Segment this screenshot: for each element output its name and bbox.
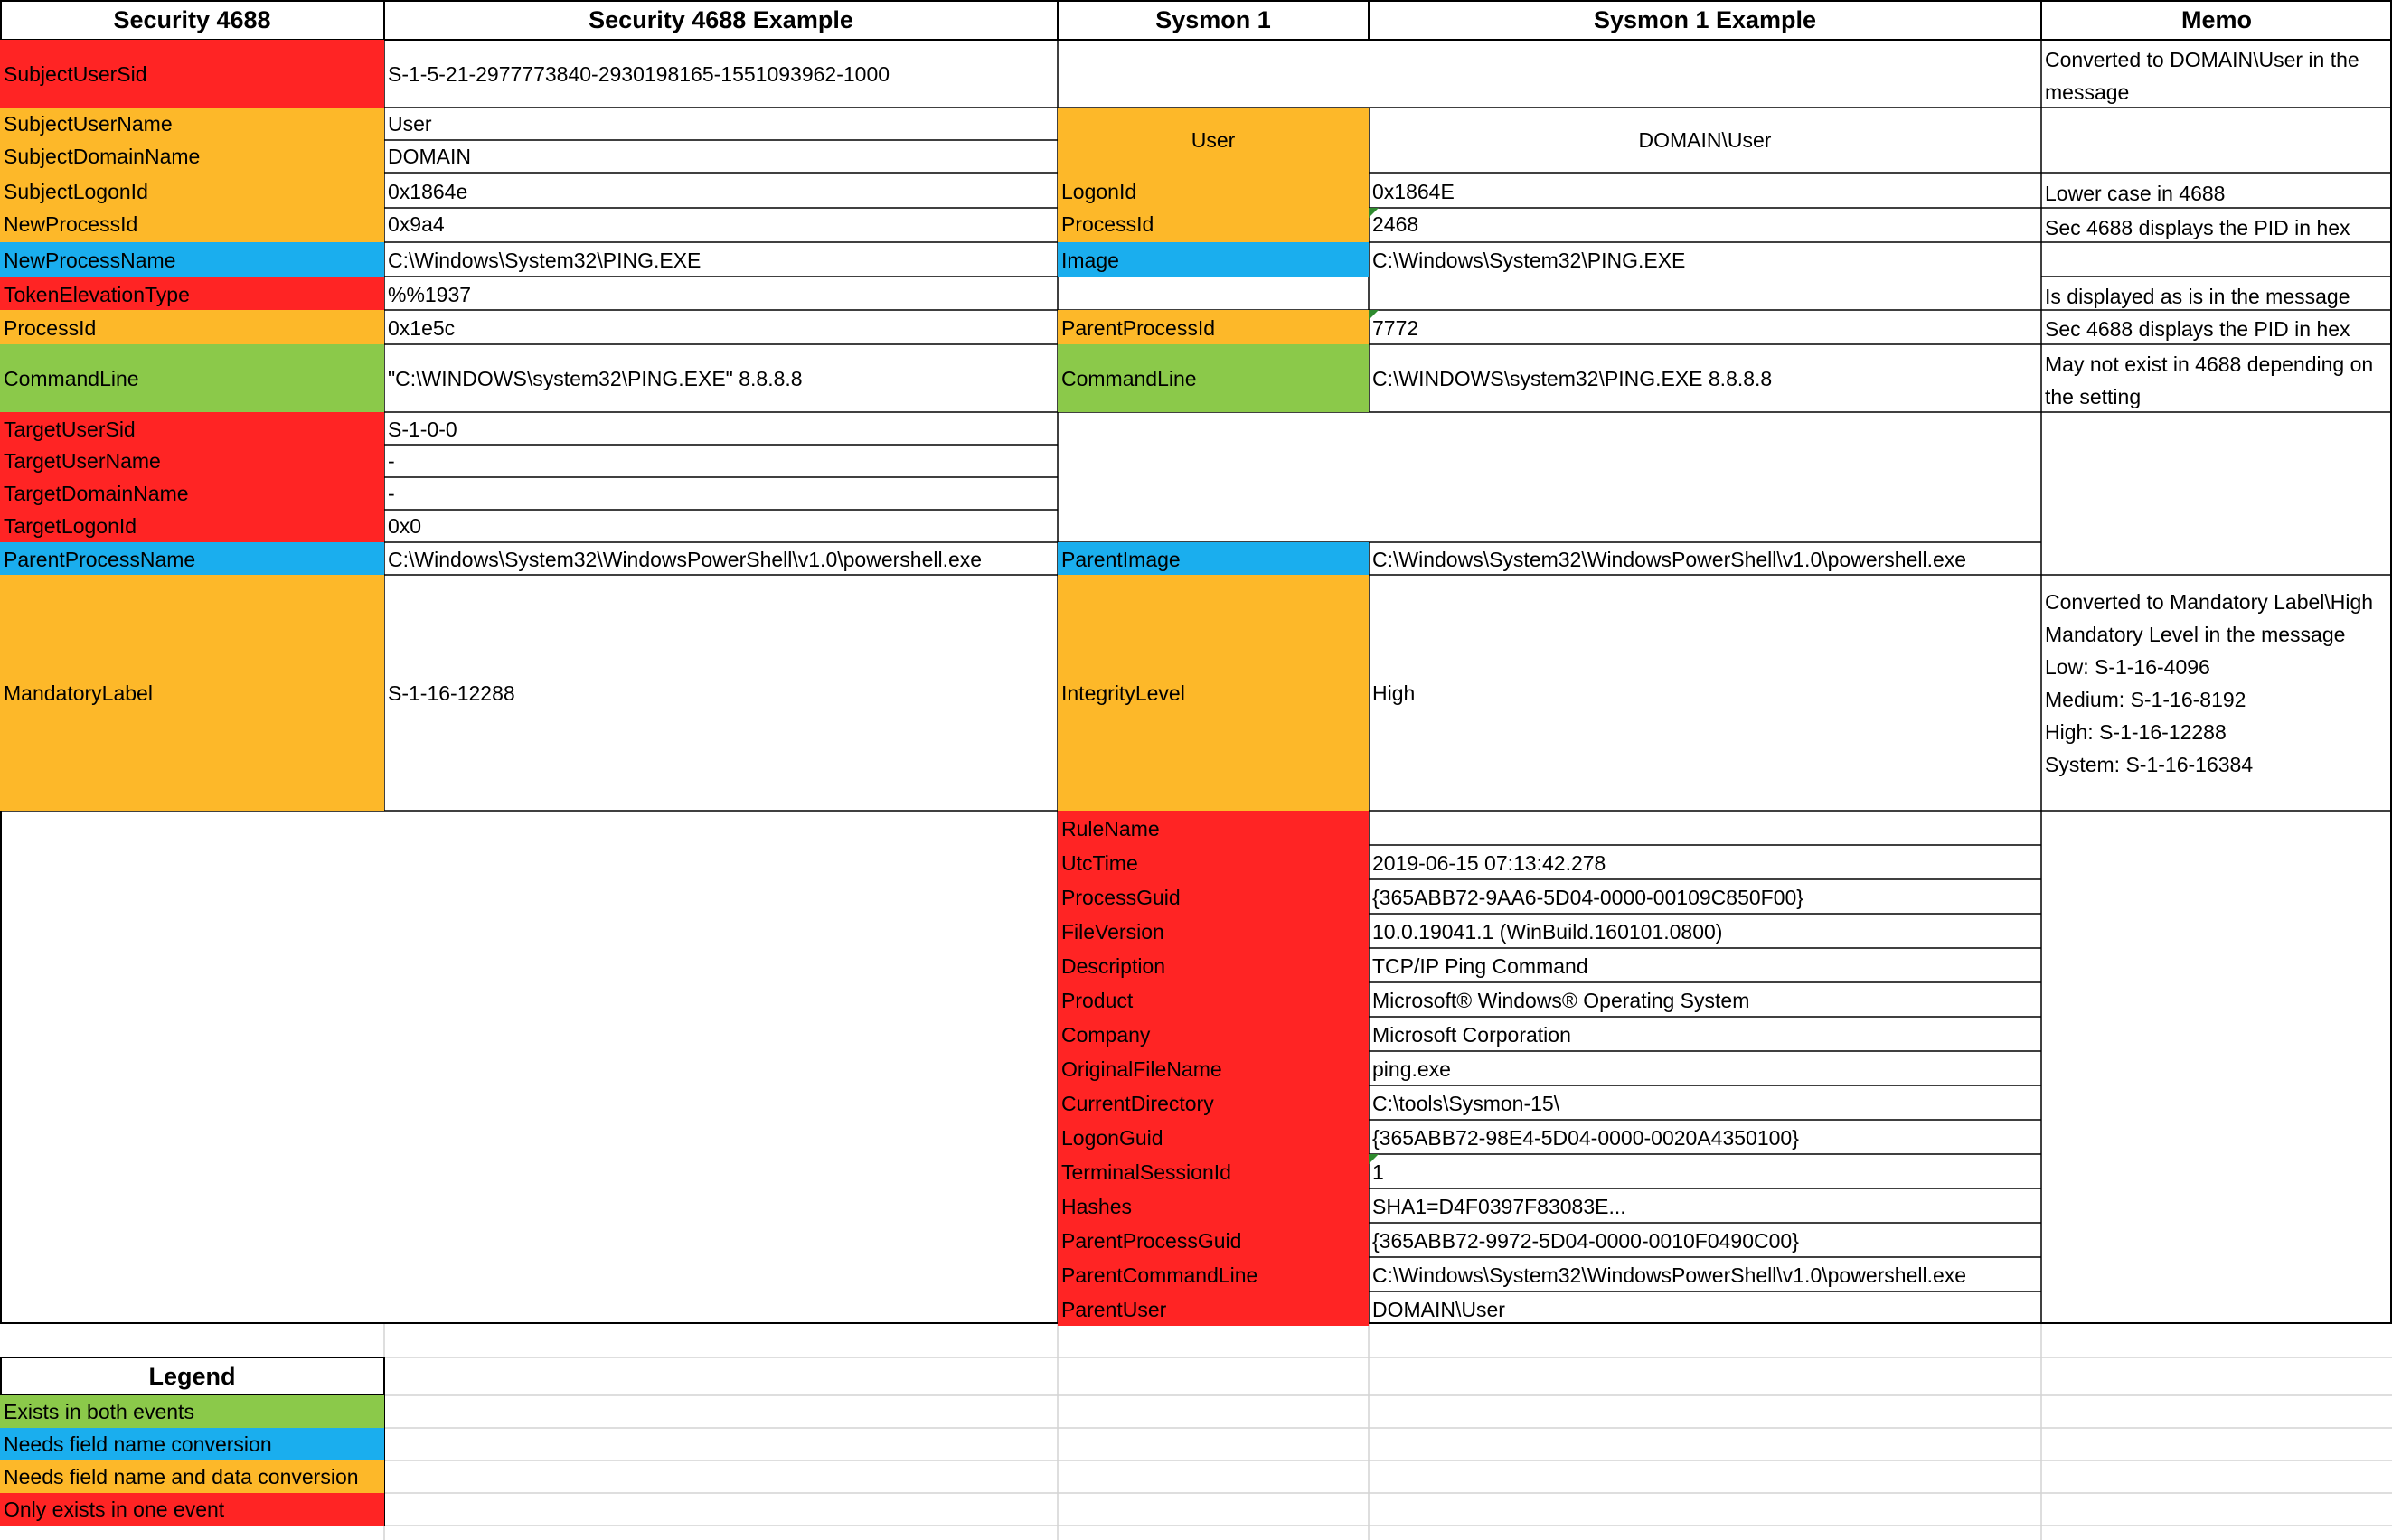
sys-field-utctime[interactable]: UtcTime (1058, 845, 1369, 879)
field-value: S-1-5-21-2977773840-2930198165-1551093962-1000 (388, 61, 890, 86)
sys-value-logonid[interactable]: 0x1864E (1372, 180, 1455, 203)
sys-field-parentprocessguid[interactable]: ParentProcessGuid (1058, 1223, 1369, 1257)
sys-value-logonguid[interactable]: {365ABB72-98E4-5D04-0000-0020A4350100} (1372, 1126, 1799, 1150)
sys-value-parentimage[interactable]: C:\Windows\System32\WindowsPowerShell\v1.0\powershell.exe (1372, 548, 1967, 571)
sys-value-product[interactable]: Microsoft® Windows® Operating System (1372, 989, 1750, 1012)
sys-field-integritylevel[interactable] (1058, 575, 1369, 811)
comment-marker-icon (1369, 310, 1379, 320)
memo-tokenelevationtype[interactable]: Is displayed as is in the message (2045, 285, 2350, 308)
field-label: IntegrityLevel (1061, 681, 1185, 705)
sys-field-parentuser[interactable]: ParentUser (1058, 1291, 1369, 1326)
field-value: S-1-16-12288 (388, 681, 515, 705)
field-value: 7772 (1372, 316, 1419, 340)
sec-field-targetusersid[interactable]: TargetUserSid (0, 412, 384, 445)
sec-field-subjectdomainname[interactable]: SubjectDomainName (0, 140, 384, 173)
sec-value-tokenelevationtype[interactable]: %%1937 (388, 283, 472, 306)
sys-field-logonguid[interactable]: LogonGuid (1058, 1120, 1369, 1154)
sec-value-newprocessid[interactable]: 0x9a4 (388, 212, 445, 236)
field-value: 1 (1372, 1160, 1384, 1184)
memo-parentprocessid[interactable]: Sec 4688 displays the PID in hex (2045, 317, 2350, 341)
sec-value-newprocessname[interactable]: C:\Windows\System32\PING.EXE (388, 249, 702, 272)
sys-field-fileversion[interactable]: FileVersion (1058, 914, 1369, 948)
legend-item-one-event[interactable]: Only exists in one event (0, 1493, 384, 1526)
sys-field-hashes[interactable]: Hashes (1058, 1188, 1369, 1223)
sys-value-originalfilename[interactable]: ping.exe (1372, 1057, 1451, 1081)
sec-field-newprocessname[interactable]: NewProcessName (0, 242, 384, 277)
sys-value-parentprocessguid[interactable]: {365ABB72-9972-5D04-0000-0010F0490C00} (1372, 1229, 1799, 1253)
memo-commandline[interactable]: May not exist in 4688 depending on the setting (2045, 352, 2374, 408)
header-security-4688[interactable]: Security 4688 (113, 6, 271, 33)
sec-value-parentprocessname[interactable]: C:\Windows\System32\WindowsPowerShell\v1.0\powershell.exe (388, 548, 983, 571)
memo-line: Converted to Mandatory Label\High Mandatory Level in the message (2045, 590, 2374, 646)
field-value: C:\WINDOWS\system32\PING.EXE 8.8.8.8 (1372, 366, 1773, 390)
sec-field-newprocessid[interactable]: NewProcessId (0, 208, 384, 242)
memo-line: System: S-1-16-16384 (2045, 753, 2254, 776)
legend-item-name-conversion[interactable]: Needs field name conversion (0, 1428, 384, 1460)
sys-field-description[interactable]: Description (1058, 948, 1369, 982)
sys-field-currentdirectory[interactable]: CurrentDirectory (1058, 1085, 1369, 1120)
sec-field-targetlogonid[interactable]: TargetLogonId (0, 510, 384, 542)
field-value: High (1372, 681, 1416, 705)
sec-field-targetdomainname[interactable]: TargetDomainName (0, 477, 384, 510)
legend-item-both[interactable]: Exists in both events (0, 1395, 384, 1428)
sys-field-parentcommandline[interactable]: ParentCommandLine (1058, 1257, 1369, 1291)
sec-value-targetusersid[interactable]: S-1-0-0 (388, 418, 457, 441)
sys-value-processid[interactable] (1369, 208, 2041, 242)
sec-field-parentprocessname[interactable]: ParentProcessName (0, 542, 384, 575)
header-security-4688-example[interactable]: Security 4688 Example (589, 6, 853, 33)
sec-value-commandline[interactable] (384, 344, 1058, 412)
sec-field-targetusername[interactable]: TargetUserName (0, 445, 384, 477)
sys-field-user[interactable] (1058, 108, 1369, 173)
header-sysmon-1[interactable]: Sysmon 1 (1155, 6, 1271, 33)
comment-marker-icon (1369, 208, 1379, 218)
sys-value-rulename[interactable] (1369, 811, 2041, 845)
sys-field-parentimage[interactable]: ParentImage (1058, 542, 1369, 575)
sec-value-targetdomainname[interactable]: - (388, 482, 395, 505)
sec-value-targetusername[interactable]: - (388, 449, 395, 473)
sec-value-subjectlogonid[interactable]: 0x1864e (388, 180, 468, 203)
sec-field-tokenelevationtype[interactable]: TokenElevationType (0, 277, 384, 310)
field-label: CommandLine (1061, 366, 1197, 390)
sys-field-processguid[interactable]: ProcessGuid (1058, 879, 1369, 914)
memo-line: High: S-1-16-12288 (2045, 720, 2227, 744)
field-label: CommandLine (4, 366, 139, 390)
sys-field-commandline[interactable] (1058, 344, 1369, 412)
sys-value-image[interactable]: C:\Windows\System32\PING.EXE (1372, 249, 1686, 272)
field-value: 2468 (1372, 212, 1419, 236)
memo-logonid[interactable]: Lower case in 4688 (2045, 182, 2226, 205)
sys-value-company[interactable]: Microsoft Corporation (1372, 1023, 1571, 1047)
sys-value-user[interactable] (1369, 108, 2041, 173)
sec-value-mandatorylabel[interactable] (384, 575, 1058, 811)
sys-value-processguid[interactable]: {365ABB72-9AA6-5D04-0000-00109C850F00} (1372, 886, 1803, 909)
legend-title[interactable]: Legend (148, 1363, 236, 1390)
header-sysmon-1-example[interactable]: Sysmon 1 Example (1593, 6, 1817, 33)
comment-marker-icon (1369, 1154, 1379, 1164)
memo-processid[interactable]: Sec 4688 displays the PID in hex (2045, 216, 2350, 239)
field-label: SubjectUserSid (4, 61, 147, 86)
sys-field-logonid[interactable]: LogonId (1058, 173, 1369, 208)
memo-integritylevel[interactable] (2041, 575, 2392, 811)
sec-field-commandline[interactable] (0, 344, 384, 412)
sys-field-parentprocessid[interactable]: ParentProcessId (1058, 310, 1369, 344)
sec-field-subjectusername[interactable]: SubjectUserName (0, 108, 384, 140)
field-value: DOMAIN\User (1638, 128, 1772, 152)
field-label: User (1191, 128, 1236, 152)
sys-field-image[interactable]: Image (1058, 242, 1369, 277)
sys-value-integritylevel[interactable] (1369, 575, 2041, 811)
sys-field-originalfilename[interactable]: OriginalFileName (1058, 1051, 1369, 1085)
sys-value-description[interactable]: TCP/IP Ping Command (1372, 954, 1588, 978)
field-label: MandatoryLabel (4, 681, 153, 705)
sec-field-processid[interactable]: ProcessId (0, 310, 384, 344)
legend-item-name-data-conversion[interactable]: Needs field name and data conversion (0, 1460, 384, 1493)
sys-value-hashes[interactable]: SHA1=D4F0397F83083E... (1372, 1195, 1626, 1218)
sec-field-mandatorylabel[interactable] (0, 575, 384, 811)
sec-field-subjectusersid[interactable] (0, 40, 384, 108)
sys-field-product[interactable]: Product (1058, 982, 1369, 1017)
sys-value-currentdirectory[interactable]: C:\tools\Sysmon-15\ (1372, 1092, 1560, 1115)
memo-subjectusersid[interactable]: Converted to DOMAIN\User in the message (2045, 48, 2359, 104)
sys-field-terminalsessionid[interactable]: TerminalSessionId (1058, 1154, 1369, 1188)
sec-field-subjectlogonid[interactable]: SubjectLogonId (0, 173, 384, 208)
field-value: "C:\WINDOWS\system32\PING.EXE" 8.8.8.8 (388, 366, 803, 390)
memo-line: Medium: S-1-16-8192 (2045, 688, 2246, 711)
sec-value-targetlogonid[interactable]: 0x0 (388, 514, 422, 538)
sec-value-processid[interactable]: 0x1e5c (388, 316, 456, 340)
sys-value-fileversion[interactable]: 10.0.19041.1 (WinBuild.160101.0800) (1372, 920, 1723, 944)
sys-field-processid[interactable]: ProcessId (1058, 208, 1369, 242)
sys-value-parentcommandline[interactable]: C:\Windows\System32\WindowsPowerShell\v1.0\powershell.exe (1372, 1263, 1967, 1287)
memo-line: Low: S-1-16-4096 (2045, 655, 2210, 679)
sys-value-commandline[interactable] (1369, 344, 2041, 412)
sys-field-rulename[interactable]: RuleName (1058, 811, 1369, 845)
sys-value-terminalsessionid[interactable] (1369, 1154, 2041, 1188)
header-memo[interactable]: Memo (2180, 6, 2252, 33)
sys-value-utctime[interactable]: 2019-06-15 07:13:42.278 (1372, 851, 1606, 875)
sec-value-subjectdomainname[interactable]: DOMAIN (388, 145, 471, 168)
sys-value-parentprocessid[interactable] (1369, 310, 2041, 344)
sec-value-subjectusername[interactable]: User (388, 112, 432, 136)
sys-field-company[interactable]: Company (1058, 1017, 1369, 1051)
sec-value-subjectusersid[interactable] (384, 40, 1058, 108)
sys-value-parentuser[interactable]: DOMAIN\User (1372, 1298, 1505, 1321)
